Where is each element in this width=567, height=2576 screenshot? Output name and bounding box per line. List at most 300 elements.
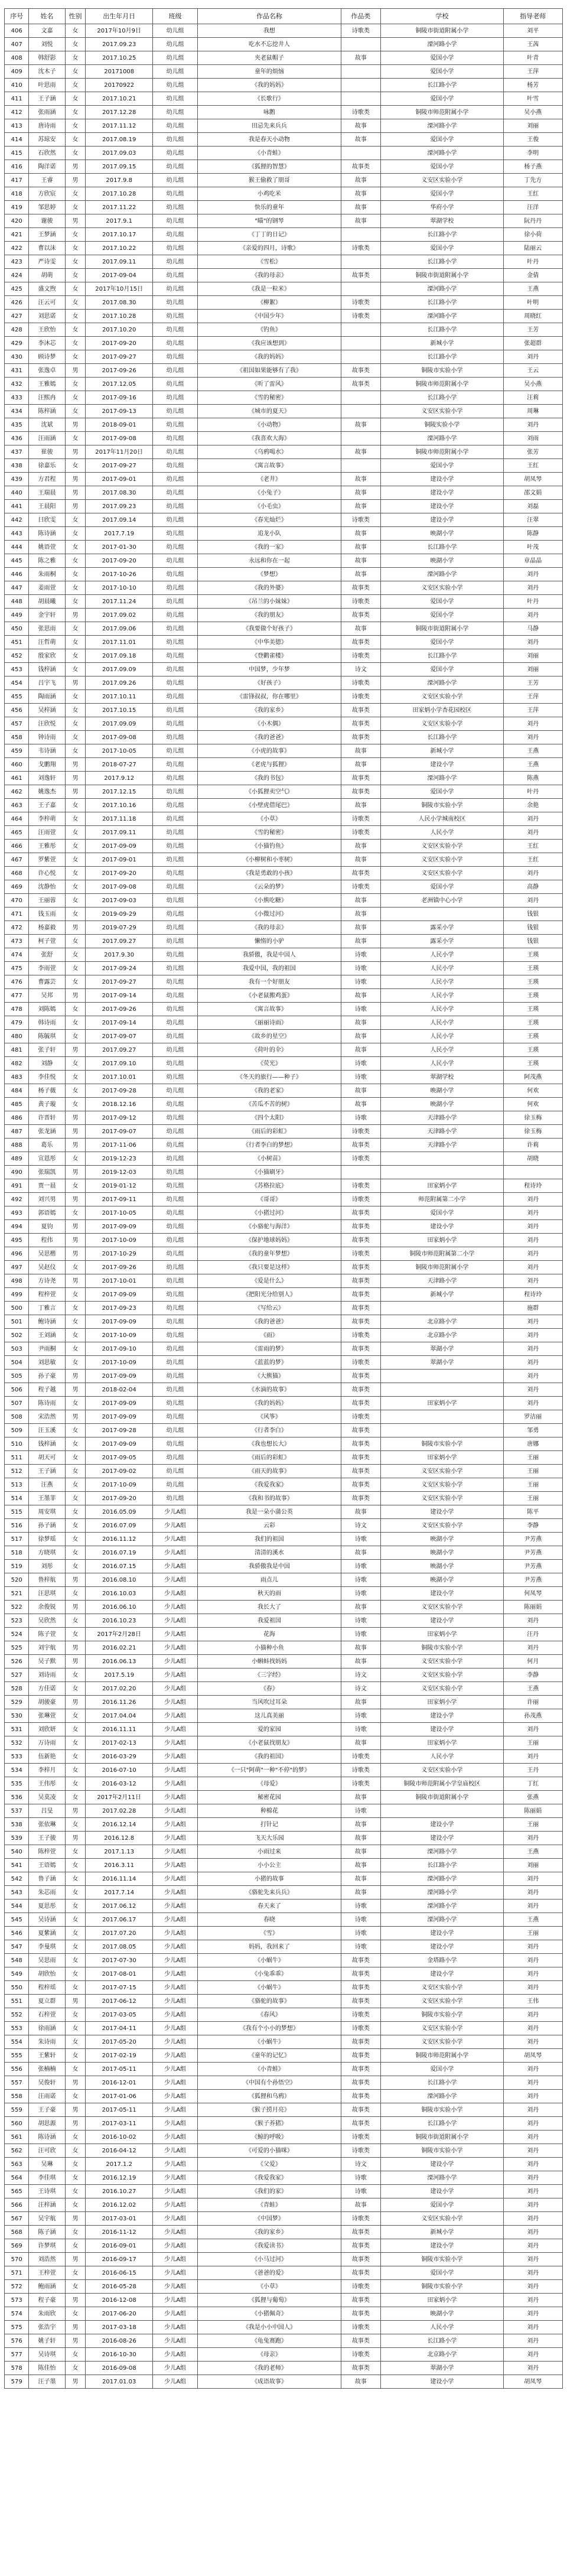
cell-name: 姚语萱 xyxy=(29,541,65,554)
cell-birthdate: 2017-09-09 xyxy=(86,1315,152,1329)
cell-gender: 女 xyxy=(65,2008,86,2022)
cell-work-type: 故事 xyxy=(341,1084,381,1098)
cell-gender: 男 xyxy=(65,1111,86,1125)
cell-school: 爱国小学 xyxy=(381,663,503,676)
cell-work-type: 故事类 xyxy=(341,1206,381,1220)
cell-work-type: 故事类 xyxy=(341,1967,381,1981)
cell-index: 507 xyxy=(5,1397,29,1410)
table-row xyxy=(5,1655,563,1668)
cell-school: 翠湖小学 xyxy=(381,1342,503,1356)
cell-class: 少儿A组 xyxy=(152,2253,197,2266)
cell-work-type: 故事 xyxy=(341,568,381,581)
cell-teacher: 刘丹 xyxy=(503,1981,562,1995)
cell-work-type: 诗歌 xyxy=(341,962,381,975)
cell-birthdate: 2017.9.1 xyxy=(86,214,152,228)
cell-name: 张舒 xyxy=(29,948,65,962)
cell-teacher: 王丽 xyxy=(503,1451,562,1465)
cell-class: 少儿A组 xyxy=(152,1505,197,1519)
cell-school: 义安区实验小学 xyxy=(381,1682,503,1696)
cell-gender: 男 xyxy=(65,1804,86,1818)
cell-class: 幼儿组 xyxy=(152,1410,197,1424)
cell-index: 463 xyxy=(5,799,29,812)
cell-index: 476 xyxy=(5,975,29,989)
cell-class: 少儿A组 xyxy=(152,1900,197,1913)
cell-class: 少儿A组 xyxy=(152,1709,197,1723)
cell-name: 王墨菲 xyxy=(29,1492,65,1505)
cell-class: 幼儿组 xyxy=(152,38,197,51)
cell-work-type: 故事类 xyxy=(341,2266,381,2280)
cell-name: 汪可欣 xyxy=(29,2144,65,2158)
cell-class: 幼儿组 xyxy=(152,1057,197,1071)
cell-class: 少儿A组 xyxy=(152,2348,197,2362)
cell-work-type: 诗歌类 xyxy=(341,1193,381,1206)
cell-work-title: 《我们的家》 xyxy=(198,2185,341,2198)
table-row xyxy=(5,1872,563,1886)
cell-birthdate: 2017.12.05 xyxy=(86,378,152,391)
cell-index: 416 xyxy=(5,160,29,174)
table-row xyxy=(5,1016,563,1030)
table-row xyxy=(5,405,563,418)
cell-work-title: 《云朵的梦》 xyxy=(198,880,341,894)
cell-gender: 女 xyxy=(65,269,86,282)
cell-class: 幼儿组 xyxy=(152,581,197,595)
cell-index: 469 xyxy=(5,880,29,894)
cell-school: 映湖小学 xyxy=(381,1084,503,1098)
cell-birthdate: 2016.02.21 xyxy=(86,1641,152,1655)
cell-work-type: 诗歌 xyxy=(341,1940,381,1954)
cell-index: 470 xyxy=(5,894,29,908)
cell-class: 少儿A组 xyxy=(152,1519,197,1533)
cell-birthdate: 2017-09-08 xyxy=(86,731,152,744)
cell-teacher: 王丽 xyxy=(503,1818,562,1832)
cell-school: 溧河路小学 xyxy=(381,2090,503,2103)
cell-index: 431 xyxy=(5,364,29,378)
cell-index: 467 xyxy=(5,853,29,867)
cell-teacher: 王瑛 xyxy=(503,1003,562,1016)
table-row xyxy=(5,2076,563,2090)
cell-teacher: 金倩 xyxy=(503,269,562,282)
cell-birthdate: 2017.9.8 xyxy=(86,174,152,187)
table-row xyxy=(5,1628,563,1641)
cell-teacher: 陈丽娟 xyxy=(503,1601,562,1614)
cell-gender: 女 xyxy=(65,1329,86,1342)
cell-gender: 男 xyxy=(65,1655,86,1668)
cell-name: 鲍诗涵 xyxy=(29,1315,65,1329)
cell-school: 北京路小学 xyxy=(381,1329,503,1342)
cell-work-type: 故事类 xyxy=(341,1139,381,1152)
cell-school: 金塔路小学 xyxy=(381,1954,503,1967)
cell-gender: 女 xyxy=(65,1206,86,1220)
cell-work-type: 诗歌 xyxy=(341,1804,381,1818)
table-row xyxy=(5,1791,563,1804)
cell-gender: 女 xyxy=(65,2022,86,2035)
cell-school: 爱国小学 xyxy=(381,2063,503,2076)
cell-gender: 女 xyxy=(65,649,86,663)
table-row xyxy=(5,323,563,337)
cell-index: 558 xyxy=(5,2090,29,2103)
cell-index: 466 xyxy=(5,840,29,853)
cell-name: 黄子璇 xyxy=(29,1098,65,1111)
cell-index: 471 xyxy=(5,908,29,921)
cell-school: 溧河路小学 xyxy=(381,1913,503,1927)
table-row xyxy=(5,445,563,459)
cell-birthdate: 2017-09-14 xyxy=(86,1016,152,1030)
cell-birthdate: 2017.09.11 xyxy=(86,826,152,840)
cell-work-title: 《城市的夏天》 xyxy=(198,405,341,418)
table-row xyxy=(5,1111,563,1125)
cell-school: 溧河路小学 xyxy=(381,432,503,445)
cell-school: 映湖小学 xyxy=(381,527,503,541)
cell-work-type: 诗文 xyxy=(341,663,381,676)
cell-school: 义安区实验小学 xyxy=(381,174,503,187)
cell-teacher: 徐玉梅 xyxy=(503,1111,562,1125)
table-row xyxy=(5,1954,563,1967)
cell-work-type: 诗歌 xyxy=(341,1533,381,1546)
cell-work-type: 诗歌 xyxy=(341,1003,381,1016)
table-row xyxy=(5,1587,563,1601)
cell-name: 朱诗雨 xyxy=(29,2035,65,2049)
cell-teacher: 丁先方 xyxy=(503,174,562,187)
cell-birthdate: 2016.06.13 xyxy=(86,1655,152,1668)
cell-birthdate: 2017-09-07 xyxy=(86,1030,152,1043)
cell-school: 爱国小学 xyxy=(381,160,503,174)
cell-name: 许晋轩 xyxy=(29,1111,65,1125)
cell-birthdate: 2016-08-26 xyxy=(86,2334,152,2348)
cell-class: 幼儿组 xyxy=(152,282,197,296)
table-row xyxy=(5,364,563,378)
table-row xyxy=(5,1601,563,1614)
cell-school: 田家炳小学 xyxy=(381,1451,503,1465)
cell-index: 518 xyxy=(5,1546,29,1560)
cell-class: 少儿A组 xyxy=(152,2076,197,2090)
cell-teacher: 陈丽娟 xyxy=(503,1804,562,1818)
cell-class: 幼儿组 xyxy=(152,785,197,799)
cell-index: 536 xyxy=(5,1791,29,1804)
table-row xyxy=(5,663,563,676)
cell-teacher: 刘丹 xyxy=(503,731,562,744)
table-row xyxy=(5,636,563,649)
cell-birthdate: 2016-04-12 xyxy=(86,2144,152,2158)
cell-name: 汪云可 xyxy=(29,296,65,310)
cell-index: 492 xyxy=(5,1193,29,1206)
cell-gender: 男 xyxy=(65,1220,86,1234)
cell-index: 555 xyxy=(5,2049,29,2063)
cell-class: 幼儿组 xyxy=(152,1356,197,1370)
cell-gender: 女 xyxy=(65,310,86,323)
header-name: 姓名 xyxy=(29,9,65,24)
cell-name: 陈梓涵 xyxy=(29,405,65,418)
cell-birthdate: 2016-06-15 xyxy=(86,2266,152,2280)
cell-work-title: 妈妈，我回来了 xyxy=(198,1940,341,1954)
cell-birthdate: 2017.09.09 xyxy=(86,717,152,731)
cell-name: 汪梓涵 xyxy=(29,2198,65,2212)
cell-index: 495 xyxy=(5,1234,29,1247)
cell-school: 铜陵实验小学 xyxy=(381,418,503,432)
cell-work-title: 《把阳光分给别人》 xyxy=(198,1288,341,1302)
table-row xyxy=(5,350,563,364)
cell-class: 幼儿组 xyxy=(152,962,197,975)
cell-school: 田家炳小学 xyxy=(381,1179,503,1193)
cell-class: 幼儿组 xyxy=(152,378,197,391)
cell-birthdate: 2017-09-26 xyxy=(86,1261,152,1274)
cell-index: 427 xyxy=(5,310,29,323)
cell-work-title: 《春光灿烂》 xyxy=(198,513,341,527)
cell-school: 建设小学 xyxy=(381,500,503,513)
cell-birthdate: 2017-09-09 xyxy=(86,1437,152,1451)
cell-class: 少儿A组 xyxy=(152,2198,197,2212)
cell-teacher: 刘丹 xyxy=(503,1723,562,1736)
cell-gender: 女 xyxy=(65,867,86,880)
cell-index: 566 xyxy=(5,2198,29,2212)
cell-school: 田家炳小学 xyxy=(381,1696,503,1709)
cell-name: 吴梓涵 xyxy=(29,704,65,717)
cell-work-title: 雨点儿 xyxy=(198,1573,341,1587)
cell-teacher: 陈平 xyxy=(503,1505,562,1519)
cell-class: 少儿A组 xyxy=(152,1682,197,1696)
cell-class: 少儿A组 xyxy=(152,2294,197,2307)
cell-index: 497 xyxy=(5,1261,29,1274)
table-row xyxy=(5,853,563,867)
cell-name: 郭语嫣 xyxy=(29,1206,65,1220)
cell-work-type xyxy=(341,65,381,79)
cell-index: 458 xyxy=(5,731,29,744)
cell-teacher: 王燕 xyxy=(503,282,562,296)
cell-gender: 女 xyxy=(65,1342,86,1356)
cell-work-title: 我骄傲我是中国 xyxy=(198,1560,341,1573)
cell-gender: 女 xyxy=(65,2063,86,2076)
cell-name: 沈斌 xyxy=(29,418,65,432)
cell-work-type: 诗歌 xyxy=(341,1900,381,1913)
cell-work-type: 诗歌 xyxy=(341,1587,381,1601)
cell-work-type: 诗歌 xyxy=(341,1614,381,1628)
cell-name: 吴宇航 xyxy=(29,2212,65,2226)
cell-birthdate: 2017-04-11 xyxy=(86,2022,152,2035)
cell-school: 映湖小学 xyxy=(381,554,503,568)
cell-school: 新城小学 xyxy=(381,337,503,350)
cell-gender: 女 xyxy=(65,1397,86,1410)
cell-work-title: 《小兔子》 xyxy=(198,486,341,500)
cell-gender: 女 xyxy=(65,24,86,38)
cell-birthdate: 2017-09-23 xyxy=(86,1302,152,1315)
cell-teacher: 陈燕 xyxy=(503,772,562,785)
cell-work-title: 《祖国如果能够有了我》 xyxy=(198,364,341,378)
cell-teacher: 张芳 xyxy=(503,445,562,459)
cell-class: 幼儿组 xyxy=(152,418,197,432)
cell-birthdate: 2017-02-19 xyxy=(86,2049,152,2063)
cell-class: 幼儿组 xyxy=(152,690,197,704)
cell-class: 幼儿组 xyxy=(152,1383,197,1397)
cell-name: 王丽蓉 xyxy=(29,894,65,908)
table-row xyxy=(5,989,563,1003)
cell-index: 502 xyxy=(5,1329,29,1342)
cell-index: 550 xyxy=(5,1981,29,1995)
cell-work-title: 《我的爸爸》 xyxy=(198,1315,341,1329)
cell-gender: 女 xyxy=(65,636,86,649)
cell-work-type: 故事 xyxy=(341,1505,381,1519)
cell-name: 苏琼安 xyxy=(29,133,65,147)
cell-gender: 女 xyxy=(65,2035,86,2049)
cell-class: 少儿A组 xyxy=(152,1750,197,1764)
cell-teacher: 王燕 xyxy=(503,744,562,758)
cell-gender: 女 xyxy=(65,228,86,242)
cell-index: 481 xyxy=(5,1043,29,1057)
cell-class: 幼儿组 xyxy=(152,432,197,445)
cell-index: 565 xyxy=(5,2185,29,2198)
cell-teacher: 刘丹 xyxy=(503,1193,562,1206)
cell-index: 531 xyxy=(5,1723,29,1736)
cell-work-title: 《我的童年梦想》 xyxy=(198,1247,341,1261)
cell-gender: 女 xyxy=(65,1030,86,1043)
table-row xyxy=(5,1247,563,1261)
cell-teacher: 尹芳燕 xyxy=(503,1546,562,1560)
cell-work-type: 诗歌 xyxy=(341,1560,381,1573)
cell-work-title: 《乌鸦喝水》 xyxy=(198,445,341,459)
cell-school: 义安区实验小学 xyxy=(381,1981,503,1995)
cell-gender: 女 xyxy=(65,2362,86,2375)
cell-work-type: 诗歌 xyxy=(341,1709,381,1723)
table-row xyxy=(5,1859,563,1872)
cell-class: 幼儿组 xyxy=(152,1370,197,1383)
table-row xyxy=(5,1206,563,1220)
cell-teacher: 胡凤琴 xyxy=(503,2375,562,2389)
cell-work-title: 《小马过河》 xyxy=(198,2253,341,2266)
cell-teacher xyxy=(503,1166,562,1179)
cell-teacher: 刘丹 xyxy=(503,894,562,908)
cell-name: 钱玉雨 xyxy=(29,908,65,921)
cell-work-title: 《听了雷风》 xyxy=(198,378,341,391)
cell-work-type: 诗歌类 xyxy=(341,2348,381,2362)
cell-index: 425 xyxy=(5,282,29,296)
cell-teacher: 张燕 xyxy=(503,1791,562,1804)
cell-work-type xyxy=(341,350,381,364)
cell-work-type: 诗歌类 xyxy=(341,1764,381,1777)
cell-school: 建设小学 xyxy=(381,1832,503,1845)
cell-work-type xyxy=(341,432,381,445)
cell-name: 吕宇飞 xyxy=(29,676,65,690)
cell-index: 488 xyxy=(5,1139,29,1152)
cell-work-title: 《骆驼先来兵兵》 xyxy=(198,1886,341,1900)
cell-work-title: 《童年的记忆》 xyxy=(198,2049,341,2063)
cell-name: 宣恩彤 xyxy=(29,1152,65,1166)
table-row xyxy=(5,649,563,663)
cell-class: 幼儿组 xyxy=(152,1193,197,1206)
table-row xyxy=(5,731,563,744)
cell-birthdate: 2017-09-26 xyxy=(86,1003,152,1016)
cell-teacher: 刘丹 xyxy=(503,2321,562,2334)
cell-birthdate: 2018-09-01 xyxy=(86,418,152,432)
cell-gender: 女 xyxy=(65,2307,86,2321)
cell-birthdate: 2017-11-06 xyxy=(86,1139,152,1152)
cell-birthdate: 2017-10-29 xyxy=(86,1247,152,1261)
cell-gender: 男 xyxy=(65,1641,86,1655)
cell-name: 戈鹏翔 xyxy=(29,758,65,772)
table-row xyxy=(5,133,563,147)
cell-birthdate: 2017.11.01 xyxy=(86,636,152,649)
cell-work-type: 诗文 xyxy=(341,1668,381,1682)
cell-work-title: 我是春天小动物 xyxy=(198,133,341,147)
table-row xyxy=(5,1940,563,1954)
table-row xyxy=(5,1410,563,1424)
cell-work-type: 故事 xyxy=(341,486,381,500)
table-row xyxy=(5,1370,563,1383)
cell-work-title: 《荷叶的伞》 xyxy=(198,1043,341,1057)
cell-index: 412 xyxy=(5,106,29,119)
cell-work-type: 故事类 xyxy=(341,717,381,731)
cell-gender: 女 xyxy=(65,2239,86,2253)
cell-work-title: 打针记 xyxy=(198,1818,341,1832)
cell-name: 张琳萱 xyxy=(29,1709,65,1723)
cell-work-type: 故事类 xyxy=(341,160,381,174)
cell-work-title: 《雨天的故事》 xyxy=(198,1465,341,1478)
cell-class: 少儿A组 xyxy=(152,1533,197,1546)
table-row xyxy=(5,1166,563,1179)
cell-work-type: 诗歌类 xyxy=(341,812,381,826)
cell-work-type: 故事类 xyxy=(341,2063,381,2076)
cell-gender: 女 xyxy=(65,962,86,975)
cell-work-title: 《我的朋友》 xyxy=(198,609,341,622)
cell-teacher: 吴小燕 xyxy=(503,106,562,119)
cell-index: 494 xyxy=(5,1220,29,1234)
cell-class: 幼儿组 xyxy=(152,160,197,174)
cell-class: 少儿A组 xyxy=(152,2022,197,2035)
cell-birthdate: 2017-06-12 xyxy=(86,1995,152,2008)
table-row xyxy=(5,1356,563,1370)
cell-work-title: 《小草》 xyxy=(198,812,341,826)
cell-name: 王晨阳 xyxy=(29,500,65,513)
table-row xyxy=(5,1804,563,1818)
cell-teacher: 刘丹 xyxy=(503,636,562,649)
table-row xyxy=(5,1927,563,1940)
table-row xyxy=(5,908,563,921)
cell-work-title: 童年的烦恼 xyxy=(198,65,341,79)
cell-birthdate: 2016-09-08 xyxy=(86,2362,152,2375)
table-row xyxy=(5,473,563,486)
cell-class: 幼儿组 xyxy=(152,704,197,717)
cell-birthdate: 2017-09-13 xyxy=(86,405,152,418)
cell-class: 少儿A组 xyxy=(152,1845,197,1859)
cell-class: 少儿A组 xyxy=(152,2090,197,2103)
cell-gender: 男 xyxy=(65,1166,86,1179)
cell-work-title: 《小虎的故事》 xyxy=(198,744,341,758)
cell-index: 503 xyxy=(5,1342,29,1356)
cell-work-type: 诗歌 xyxy=(341,1057,381,1071)
cell-teacher: 刘丹 xyxy=(503,1234,562,1247)
cell-work-title: 《我要做个好孩子》 xyxy=(198,622,341,636)
cell-teacher: 刘丹 xyxy=(503,1220,562,1234)
cell-index: 456 xyxy=(5,704,29,717)
cell-school: 建设小学 xyxy=(381,1940,503,1954)
table-row xyxy=(5,1098,563,1111)
cell-teacher: 刘丹 xyxy=(503,2117,562,2131)
cell-work-type: 故事类 xyxy=(341,2334,381,2348)
cell-class: 少儿A组 xyxy=(152,2144,197,2158)
cell-index: 533 xyxy=(5,1750,29,1764)
cell-school: 长江路小学 xyxy=(381,1859,503,1872)
cell-class: 少儿A组 xyxy=(152,1587,197,1601)
cell-gender: 男 xyxy=(65,2212,86,2226)
table-row xyxy=(5,187,563,201)
table-row xyxy=(5,1519,563,1533)
cell-gender: 男 xyxy=(65,989,86,1003)
cell-work-title: 《亲爱的四月，诗歌》 xyxy=(198,242,341,255)
cell-school: 长江路小学 xyxy=(381,731,503,744)
table-row xyxy=(5,690,563,704)
cell-name: 吴邦 xyxy=(29,989,65,1003)
cell-school: 爱国小学 xyxy=(381,459,503,473)
cell-index: 557 xyxy=(5,2076,29,2090)
cell-work-title: 追龙小队 xyxy=(198,527,341,541)
cell-teacher: 王红 xyxy=(503,853,562,867)
